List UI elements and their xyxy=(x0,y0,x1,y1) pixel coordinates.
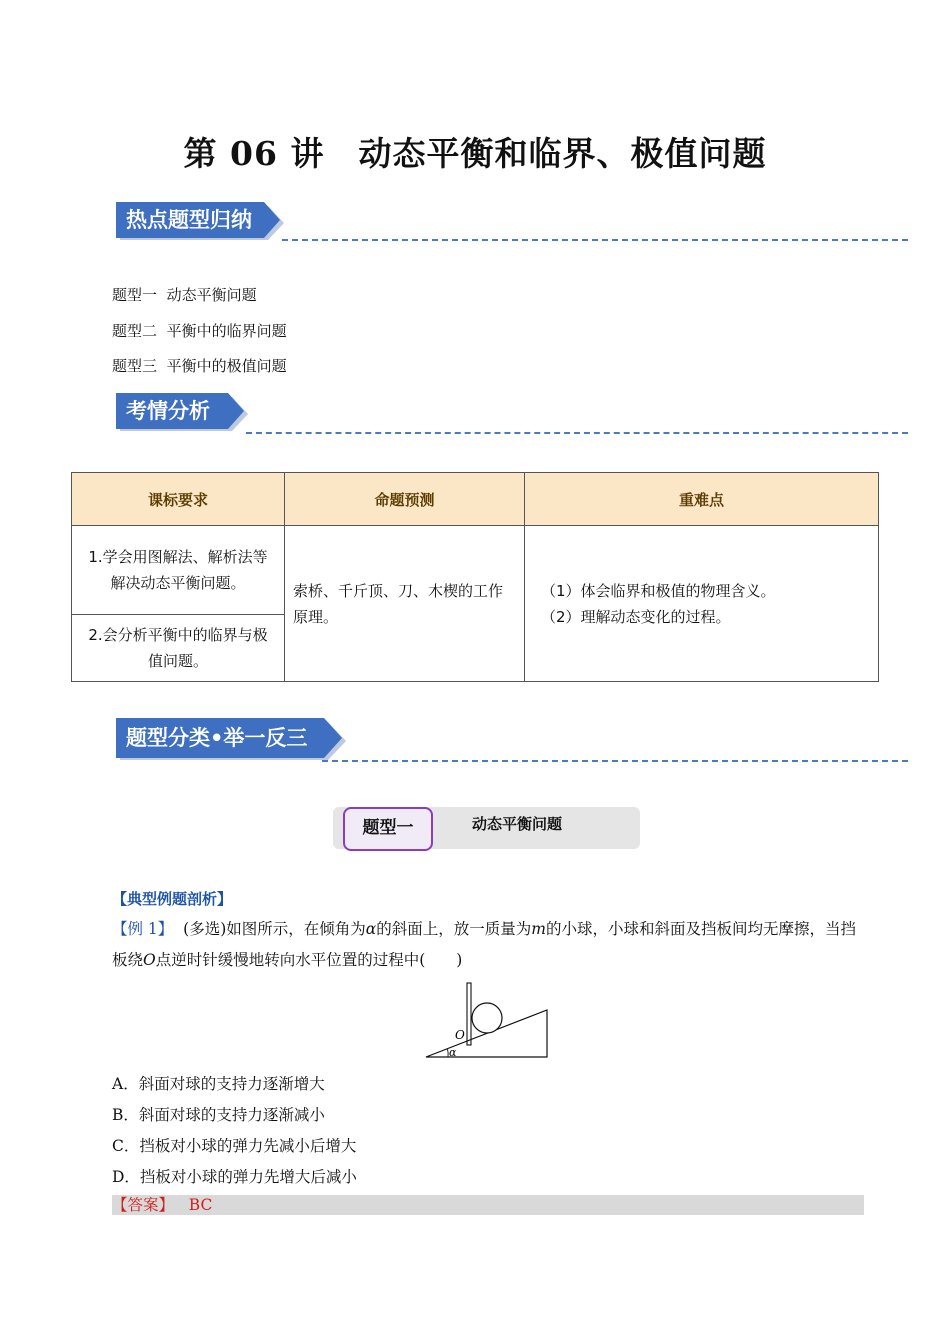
focus-line-2: （2）理解动态变化的过程。 xyxy=(541,607,731,626)
toc-item-1 xyxy=(112,284,257,305)
question-text: (多选)如图所示，在倾角为 xyxy=(183,920,366,938)
question-text: 的小球，小球和斜面及挡板间均无摩擦，当挡板绕 xyxy=(112,920,856,969)
option-b: B．斜面对球的支持力逐渐减小 xyxy=(112,1106,325,1124)
banner-label: 热点题型归纳 xyxy=(126,208,252,232)
table-header: 课标要求 xyxy=(72,473,285,526)
toc-name: 平衡中的极值问题 xyxy=(166,357,287,375)
banner-label: 考情分析 xyxy=(126,399,210,423)
answer-bar xyxy=(112,1195,864,1215)
answer-value: BC xyxy=(188,1196,213,1214)
table-cell-req1: 1.学会用图解法、解析法等解决动态平衡问题。 xyxy=(72,526,285,615)
example-label: 【例 1】 xyxy=(112,920,174,938)
toc-label: 题型二 xyxy=(112,322,158,340)
answer-label: 【答案】 xyxy=(112,1196,175,1214)
focus-line-1: （1）体会临界和极值的物理含义。 xyxy=(541,581,776,600)
toc-item-3 xyxy=(112,355,287,376)
toc-item-2 xyxy=(112,320,287,341)
mass-symbol: m xyxy=(531,920,546,938)
option-d: D．挡板对小球的弹力先增大后减小 xyxy=(112,1168,357,1186)
curriculum-table xyxy=(71,472,879,682)
question-text: 点逆时针缓慢地转向水平位置的过程中( ) xyxy=(155,951,463,969)
toc-name: 平衡中的临界问题 xyxy=(166,322,287,340)
table-header: 重难点 xyxy=(525,473,879,526)
label-o: O xyxy=(455,1028,465,1042)
type-name: 动态平衡问题 xyxy=(472,815,563,833)
page-title: 第 06 讲 动态平衡和临界、极值问题 xyxy=(183,134,767,173)
banner-classify xyxy=(116,718,348,762)
type-tag: 题型一 xyxy=(343,807,433,851)
option-a: A．斜面对球的支持力逐渐增大 xyxy=(112,1075,325,1093)
table-cell-req2: 2.会分析平衡中的临界与极值问题。 xyxy=(72,615,285,682)
dashed-divider xyxy=(322,760,908,762)
toc-label: 题型一 xyxy=(112,286,158,304)
table-cell-prediction: 索桥、千斤顶、刀、木楔的工作原理。 xyxy=(285,526,525,682)
table-cell-focus xyxy=(525,526,879,682)
banner-analysis xyxy=(116,393,250,437)
answer xyxy=(112,1195,212,1215)
example-question xyxy=(112,914,868,976)
dashed-divider xyxy=(282,239,908,241)
label-alpha: α xyxy=(449,1046,457,1059)
ball xyxy=(472,1003,502,1033)
incline-figure xyxy=(420,980,555,1062)
option-c: C．挡板对小球的弹力先减小后增大 xyxy=(112,1137,357,1155)
dashed-divider xyxy=(246,432,908,434)
toc-name: 动态平衡问题 xyxy=(166,286,257,304)
banner-label: 题型分类•举一反三 xyxy=(126,726,308,750)
section-heading: 【典型例题剖析】 xyxy=(112,890,233,908)
question-text: 的斜面上，放一质量为 xyxy=(376,920,532,938)
banner-hot-topics xyxy=(116,202,286,246)
table-header: 命题预测 xyxy=(285,473,525,526)
alpha-symbol: α xyxy=(365,920,377,938)
toc-label: 题型三 xyxy=(112,357,158,375)
baffle-plate xyxy=(467,983,471,1045)
point-o-symbol: O xyxy=(143,951,156,969)
